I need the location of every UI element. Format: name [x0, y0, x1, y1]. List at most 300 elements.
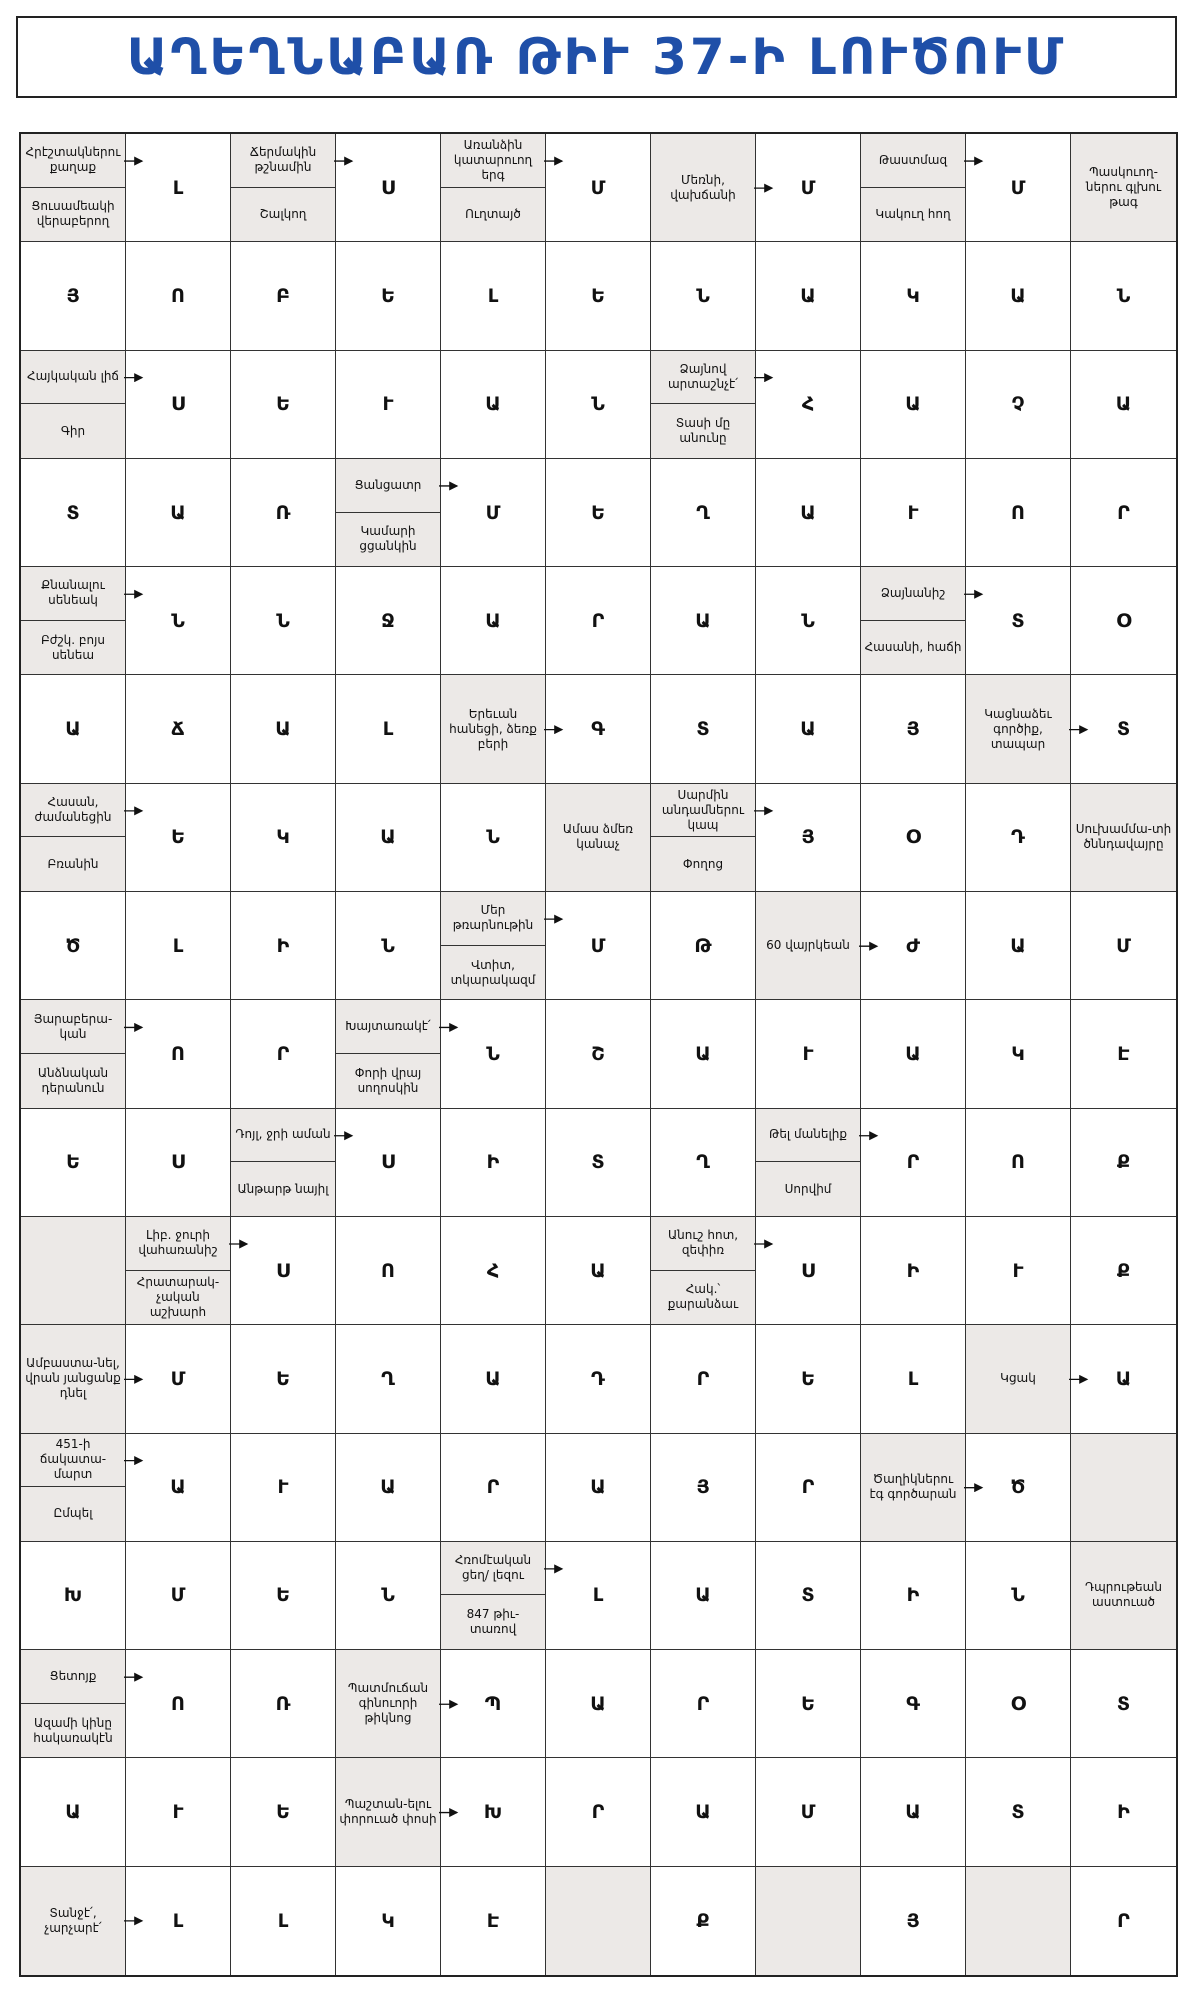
answer-cell[interactable]	[966, 892, 1071, 1000]
clue-text-bottom: Ըմպել	[21, 1487, 125, 1541]
answer-cell[interactable]	[546, 242, 651, 350]
answer-cell[interactable]	[546, 134, 651, 242]
answer-cell[interactable]	[336, 892, 441, 1000]
answer-cell[interactable]	[546, 1650, 651, 1758]
answer-cell[interactable]	[1071, 351, 1176, 459]
answer-letter: Պ	[484, 1692, 502, 1715]
answer-cell[interactable]	[231, 1650, 336, 1758]
answer-letter: Ք	[1116, 1151, 1131, 1174]
answer-cell[interactable]	[441, 1650, 546, 1758]
answer-cell[interactable]	[966, 351, 1071, 459]
answer-cell[interactable]	[336, 1109, 441, 1217]
answer-letter: Հ	[801, 393, 815, 416]
answer-cell[interactable]	[441, 1867, 546, 1975]
answer-letter: Ն	[696, 284, 710, 307]
clue-text-bottom: Վտիտ, տկարակազմ	[441, 946, 545, 1000]
answer-letter: Ղ	[696, 1151, 710, 1174]
clue-cell	[651, 134, 756, 242]
answer-letter: Ղ	[381, 1367, 395, 1390]
answer-letter: Ե	[276, 1584, 290, 1607]
answer-cell[interactable]	[126, 242, 231, 350]
answer-cell[interactable]	[21, 459, 126, 567]
answer-letter: Ե	[66, 1151, 80, 1174]
answer-cell[interactable]	[231, 567, 336, 675]
answer-cell[interactable]	[126, 892, 231, 1000]
answer-letter: Ե	[591, 501, 605, 524]
answer-cell[interactable]	[861, 1325, 966, 1433]
answer-letter: Ր	[1117, 1909, 1130, 1932]
clue-cell	[861, 1434, 966, 1542]
clue-text-bottom: Ցուսամեակի վերաբերող	[21, 188, 125, 242]
answer-letter: Ա	[1115, 393, 1132, 416]
clue-text: Տանջէ՛, չարչարէ՛	[21, 1867, 125, 1975]
answer-cell[interactable]	[1071, 1325, 1176, 1433]
answer-letter: Ա	[275, 718, 291, 741]
clue-cell-split	[21, 784, 126, 892]
answer-letter: Ն	[486, 826, 500, 849]
answer-cell[interactable]	[336, 784, 441, 892]
answer-cell[interactable]	[651, 567, 756, 675]
answer-letter: Ս	[381, 176, 395, 199]
answer-cell[interactable]	[756, 567, 861, 675]
clue-cell-split	[231, 134, 336, 242]
answer-cell[interactable]	[861, 784, 966, 892]
clue-text-top: Մեր թռարնութին	[441, 892, 545, 946]
answer-letter: Ե	[276, 1367, 290, 1390]
answer-cell[interactable]	[126, 1434, 231, 1542]
answer-letter: Ա	[170, 1476, 186, 1499]
answer-letter: Լ	[907, 1367, 919, 1390]
answer-cell[interactable]	[966, 784, 1071, 892]
answer-cell[interactable]	[441, 1000, 546, 1108]
answer-letter: Ր	[276, 1042, 290, 1065]
answer-cell[interactable]	[966, 1217, 1071, 1325]
answer-cell[interactable]	[756, 1434, 861, 1542]
answer-letter: Լ	[277, 1909, 289, 1932]
answer-cell[interactable]	[546, 1000, 651, 1108]
clue-text-bottom: Փողոց	[651, 837, 755, 891]
crossword-grid	[19, 132, 1178, 1977]
clue-text-bottom: Տասի մը անունը	[651, 404, 755, 458]
answer-letter: Տ	[1011, 609, 1025, 632]
blank-cell	[1071, 1434, 1176, 1542]
answer-cell[interactable]	[1071, 892, 1176, 1000]
answer-cell[interactable]	[441, 351, 546, 459]
answer-letter: Կ	[276, 826, 290, 849]
answer-letter: Ա	[485, 393, 501, 416]
answer-cell[interactable]	[231, 1867, 336, 1975]
clue-cell-split	[651, 1217, 756, 1325]
answer-letter: Ւ	[1012, 1259, 1024, 1282]
clue-text-bottom: Գիր	[21, 404, 125, 458]
answer-letter: Ի	[1117, 1801, 1130, 1824]
answer-cell[interactable]	[861, 1000, 966, 1108]
answer-cell[interactable]	[126, 1650, 231, 1758]
answer-letter: Ա	[485, 609, 501, 632]
answer-letter: Խ	[63, 1584, 83, 1607]
clue-text: Ծաղիկներու էգ գործարան	[861, 1434, 965, 1541]
answer-cell[interactable]	[546, 567, 651, 675]
clue-cell-split	[336, 1000, 441, 1108]
answer-letter: Յ	[906, 718, 920, 741]
answer-cell[interactable]	[546, 351, 651, 459]
clue-text-bottom: Անձնական դերանուն	[21, 1054, 125, 1108]
clue-text-bottom: Կակուղ հող	[861, 188, 965, 242]
answer-letter: Տ	[1011, 1801, 1025, 1824]
answer-cell[interactable]	[1071, 242, 1176, 350]
answer-cell[interactable]	[861, 675, 966, 783]
clue-text-bottom: Փորի վրայ սողոսկին	[336, 1054, 440, 1108]
answer-cell[interactable]	[756, 675, 861, 783]
answer-cell[interactable]	[231, 1000, 336, 1108]
answer-cell[interactable]	[1071, 1867, 1176, 1975]
answer-cell[interactable]	[441, 1109, 546, 1217]
clue-text-top: Հռոմէական ցեղ/ լեզու	[441, 1542, 545, 1596]
answer-letter: Ւ	[277, 1476, 289, 1499]
answer-letter: Կ	[381, 1909, 395, 1932]
answer-cell[interactable]	[651, 1109, 756, 1217]
answer-cell[interactable]	[231, 892, 336, 1000]
answer-letter: Ա	[380, 1476, 396, 1499]
answer-cell[interactable]	[651, 675, 756, 783]
answer-cell[interactable]	[126, 1758, 231, 1866]
answer-cell[interactable]	[441, 1434, 546, 1542]
answer-letter: Դ	[591, 1367, 605, 1390]
answer-cell[interactable]	[756, 242, 861, 350]
answer-letter: Ժ	[906, 934, 920, 957]
answer-letter: Ճ	[171, 718, 185, 741]
answer-cell[interactable]	[861, 1867, 966, 1975]
answer-letter: Ւ	[907, 501, 919, 524]
answer-cell[interactable]	[21, 1542, 126, 1650]
answer-letter: Ր	[696, 1367, 710, 1390]
clue-cell-split	[861, 567, 966, 675]
answer-cell[interactable]	[966, 1434, 1071, 1542]
clue-text-top: Հայկական լիճ	[21, 351, 125, 405]
answer-cell[interactable]	[21, 675, 126, 783]
answer-letter: Լ	[172, 1909, 184, 1932]
answer-cell[interactable]	[966, 1650, 1071, 1758]
answer-cell[interactable]	[756, 1542, 861, 1650]
answer-letter: Մ	[170, 1367, 186, 1390]
answer-cell[interactable]	[756, 1217, 861, 1325]
answer-cell[interactable]	[336, 351, 441, 459]
answer-cell[interactable]	[756, 459, 861, 567]
answer-letter: Ս	[276, 1259, 290, 1282]
answer-letter: Լ	[172, 176, 184, 199]
clue-cell-split	[336, 459, 441, 567]
clue-cell	[1071, 134, 1176, 242]
answer-cell[interactable]	[756, 351, 861, 459]
answer-cell[interactable]	[336, 134, 441, 242]
answer-cell[interactable]	[651, 1325, 756, 1433]
answer-cell[interactable]	[336, 1217, 441, 1325]
answer-cell[interactable]	[126, 351, 231, 459]
answer-cell[interactable]	[1071, 1650, 1176, 1758]
answer-cell[interactable]	[861, 892, 966, 1000]
answer-letter: Ք	[696, 1909, 710, 1932]
answer-cell[interactable]	[231, 459, 336, 567]
answer-cell[interactable]	[441, 1217, 546, 1325]
answer-cell[interactable]	[441, 1325, 546, 1433]
answer-cell[interactable]	[756, 1650, 861, 1758]
clue-cell-split	[21, 1650, 126, 1758]
answer-letter: Ս	[381, 1151, 395, 1174]
clue-cell	[546, 784, 651, 892]
answer-cell[interactable]	[546, 1542, 651, 1650]
answer-letter: Գ	[591, 718, 605, 741]
answer-cell[interactable]	[546, 459, 651, 567]
answer-letter: Ր	[801, 1476, 815, 1499]
answer-cell[interactable]	[336, 675, 441, 783]
clue-cell	[21, 1867, 126, 1975]
answer-letter: Ն	[1116, 284, 1131, 307]
answer-letter: Ա	[590, 1476, 606, 1499]
clue-text-bottom: Ազամի կինը հակառակէն	[21, 1704, 125, 1758]
blank-cell	[756, 1867, 861, 1975]
answer-cell[interactable]	[546, 675, 651, 783]
answer-cell[interactable]	[546, 1758, 651, 1866]
answer-letter: Ա	[905, 1801, 921, 1824]
answer-cell[interactable]	[21, 1758, 126, 1866]
answer-cell[interactable]	[441, 242, 546, 350]
answer-letter: Լ	[382, 718, 394, 741]
answer-letter: Ն	[276, 609, 290, 632]
answer-cell[interactable]	[126, 1000, 231, 1108]
answer-cell[interactable]	[441, 459, 546, 567]
clue-text-top: Դոյլ, ջրի աման	[231, 1109, 335, 1163]
clue-text-top: 451-ի ճակատա-մարտ	[21, 1434, 125, 1488]
answer-letter: Կ	[906, 284, 920, 307]
answer-letter: Ե	[276, 393, 290, 416]
clue-text-top: Թաստմազ	[861, 134, 965, 188]
answer-cell[interactable]	[756, 1758, 861, 1866]
answer-cell[interactable]	[231, 351, 336, 459]
clue-text-top: Խայտառակէ՛	[336, 1000, 440, 1054]
answer-cell[interactable]	[1071, 459, 1176, 567]
clue-text-top: Սարմին անդամներու կապ	[651, 784, 755, 838]
answer-cell[interactable]	[861, 1758, 966, 1866]
clue-text: Ամաս ձմեռ կանաչ	[546, 784, 650, 891]
answer-cell[interactable]	[966, 134, 1071, 242]
clue-text-bottom: Սորվիմ	[756, 1162, 860, 1216]
answer-cell[interactable]	[651, 1542, 756, 1650]
answer-letter: Մ	[1116, 934, 1131, 957]
answer-cell[interactable]	[441, 1758, 546, 1866]
answer-letter: Մ	[590, 934, 606, 957]
clue-cell-split	[21, 1000, 126, 1108]
answer-cell[interactable]	[651, 1867, 756, 1975]
answer-cell[interactable]	[651, 459, 756, 567]
answer-cell[interactable]	[21, 1109, 126, 1217]
answer-cell[interactable]	[861, 459, 966, 567]
answer-cell[interactable]	[126, 1109, 231, 1217]
answer-letter: Ա	[1115, 1367, 1132, 1390]
answer-cell[interactable]	[231, 784, 336, 892]
answer-cell[interactable]	[231, 242, 336, 350]
clue-cell-split	[21, 351, 126, 459]
answer-cell[interactable]	[126, 459, 231, 567]
answer-cell[interactable]	[1071, 675, 1176, 783]
answer-letter: Ի	[906, 1259, 920, 1282]
answer-cell[interactable]	[966, 1109, 1071, 1217]
answer-cell[interactable]	[336, 1434, 441, 1542]
answer-letter: Ր	[906, 1151, 920, 1174]
answer-cell[interactable]	[21, 242, 126, 350]
answer-cell[interactable]	[861, 1217, 966, 1325]
answer-letter: Ս	[801, 1259, 815, 1282]
answer-cell[interactable]	[966, 1542, 1071, 1650]
answer-cell[interactable]	[231, 675, 336, 783]
answer-cell[interactable]	[651, 242, 756, 350]
clue-text: Սուխամմա-տի ծննդավայրը	[1071, 784, 1176, 891]
answer-cell[interactable]	[336, 1542, 441, 1650]
clue-text: Պաշտան-ելու փորուած փոսի	[336, 1758, 440, 1865]
answer-cell[interactable]	[861, 1650, 966, 1758]
answer-letter: Դ	[1011, 826, 1025, 849]
clue-text-top: Ձայնով արտաշնչէ՛	[651, 351, 755, 405]
answer-cell[interactable]	[126, 567, 231, 675]
answer-letter: Ո	[1011, 1151, 1025, 1174]
answer-letter: Յ	[906, 1909, 920, 1932]
answer-cell[interactable]	[231, 1325, 336, 1433]
clue-cell	[756, 892, 861, 1000]
answer-letter: Ա	[1010, 934, 1026, 957]
answer-cell[interactable]	[336, 242, 441, 350]
answer-cell[interactable]	[21, 892, 126, 1000]
answer-cell[interactable]	[1071, 1217, 1176, 1325]
answer-cell[interactable]	[231, 1217, 336, 1325]
answer-cell[interactable]	[861, 1109, 966, 1217]
answer-letter: Ե	[276, 1801, 290, 1824]
answer-letter: Ղ	[696, 501, 710, 524]
answer-cell[interactable]	[861, 351, 966, 459]
answer-cell[interactable]	[651, 1000, 756, 1108]
answer-cell[interactable]	[546, 1109, 651, 1217]
answer-cell[interactable]	[861, 242, 966, 350]
answer-cell[interactable]	[336, 1325, 441, 1433]
answer-cell[interactable]	[756, 1000, 861, 1108]
answer-letter: Ծ	[65, 934, 81, 957]
answer-cell[interactable]	[546, 1434, 651, 1542]
answer-letter: Ե	[171, 826, 185, 849]
clue-cell	[21, 1325, 126, 1433]
answer-letter: Տ	[1116, 1692, 1131, 1715]
answer-cell[interactable]	[651, 1758, 756, 1866]
answer-letter: Ա	[905, 393, 921, 416]
answer-cell[interactable]	[1071, 1109, 1176, 1217]
answer-cell[interactable]	[756, 1325, 861, 1433]
answer-cell[interactable]	[126, 784, 231, 892]
answer-cell[interactable]	[651, 1650, 756, 1758]
answer-letter: Ւ	[802, 1042, 814, 1065]
answer-cell[interactable]	[231, 1542, 336, 1650]
answer-cell[interactable]	[756, 784, 861, 892]
answer-letter: Օ	[905, 826, 921, 849]
answer-letter: Ա	[800, 284, 816, 307]
answer-cell[interactable]	[861, 1542, 966, 1650]
answer-letter: Լ	[487, 284, 499, 307]
answer-cell[interactable]	[1071, 1758, 1176, 1866]
clue-text: 60 վայրկեան	[756, 892, 860, 999]
answer-cell[interactable]	[966, 1000, 1071, 1108]
answer-cell[interactable]	[126, 1867, 231, 1975]
answer-cell[interactable]	[756, 134, 861, 242]
answer-cell[interactable]	[441, 567, 546, 675]
answer-cell[interactable]	[966, 1758, 1071, 1866]
answer-cell[interactable]	[441, 784, 546, 892]
answer-cell[interactable]	[126, 675, 231, 783]
clue-text: Պասկուող-ներու գլխու թագ	[1071, 134, 1176, 241]
clue-cell-split	[231, 1109, 336, 1217]
answer-cell[interactable]	[126, 134, 231, 242]
answer-letter: Օ	[1010, 1692, 1026, 1715]
answer-cell[interactable]	[966, 567, 1071, 675]
answer-cell[interactable]	[546, 892, 651, 1000]
clue-text-bottom: Անթարթ նայիլ	[231, 1162, 335, 1216]
answer-cell[interactable]	[126, 1542, 231, 1650]
clue-cell-split	[441, 134, 546, 242]
answer-letter: Ծ	[1010, 1476, 1026, 1499]
answer-letter: Ռ	[275, 1692, 291, 1715]
clue-cell	[966, 1325, 1071, 1433]
answer-letter: Տ	[66, 501, 80, 524]
page-title: ԱՂԵՂՆԱԲԱՌ ԹԻՒ 37-Ի ԼՈՒԾՈՒՄ	[126, 28, 1067, 86]
answer-letter: Լ	[172, 934, 184, 957]
clue-text-bottom: Հրատարակ-չական աշխարհ	[126, 1271, 230, 1325]
answer-letter: Ա	[485, 1367, 501, 1390]
answer-letter: Մ	[170, 1584, 186, 1607]
answer-letter: Ն	[381, 934, 395, 957]
clue-text: Դպրութեան աստուած	[1071, 1542, 1176, 1649]
answer-letter: Մ	[590, 176, 606, 199]
answer-cell[interactable]	[231, 1434, 336, 1542]
answer-letter: Ր	[1117, 501, 1130, 524]
answer-cell[interactable]	[336, 1867, 441, 1975]
clue-cell	[966, 675, 1071, 783]
clue-text: Կցակ	[966, 1325, 1070, 1432]
answer-cell[interactable]	[651, 892, 756, 1000]
answer-letter: Ո	[1011, 501, 1025, 524]
answer-cell[interactable]	[231, 1758, 336, 1866]
answer-letter: Ի	[906, 1584, 920, 1607]
answer-cell[interactable]	[966, 242, 1071, 350]
answer-letter: Է	[486, 1909, 500, 1932]
answer-letter: Ր	[696, 1692, 710, 1715]
answer-cell[interactable]	[546, 1325, 651, 1433]
clue-cell-split	[126, 1217, 231, 1325]
clue-text-top: Առանձին կատարուող երգ	[441, 134, 545, 188]
answer-letter: Ա	[695, 1801, 711, 1824]
answer-cell[interactable]	[966, 459, 1071, 567]
answer-letter: Ո	[171, 284, 185, 307]
clue-text-top: Ցանցատր	[336, 459, 440, 513]
answer-cell[interactable]	[546, 1217, 651, 1325]
answer-letter: Ն	[591, 393, 605, 416]
answer-letter: Մ	[800, 1801, 816, 1824]
answer-letter: Ա	[800, 718, 816, 741]
answer-cell[interactable]	[1071, 1000, 1176, 1108]
answer-cell[interactable]	[126, 1325, 231, 1433]
answer-letter: Տ	[591, 1151, 605, 1174]
clue-text-top: Հրէշտակներու քաղաք	[21, 134, 125, 188]
answer-cell[interactable]	[651, 1434, 756, 1542]
answer-cell[interactable]	[336, 567, 441, 675]
answer-letter: Թ	[694, 934, 712, 957]
answer-letter: Ա	[695, 1042, 711, 1065]
answer-cell[interactable]	[1071, 567, 1176, 675]
answer-letter: Լ	[592, 1584, 604, 1607]
